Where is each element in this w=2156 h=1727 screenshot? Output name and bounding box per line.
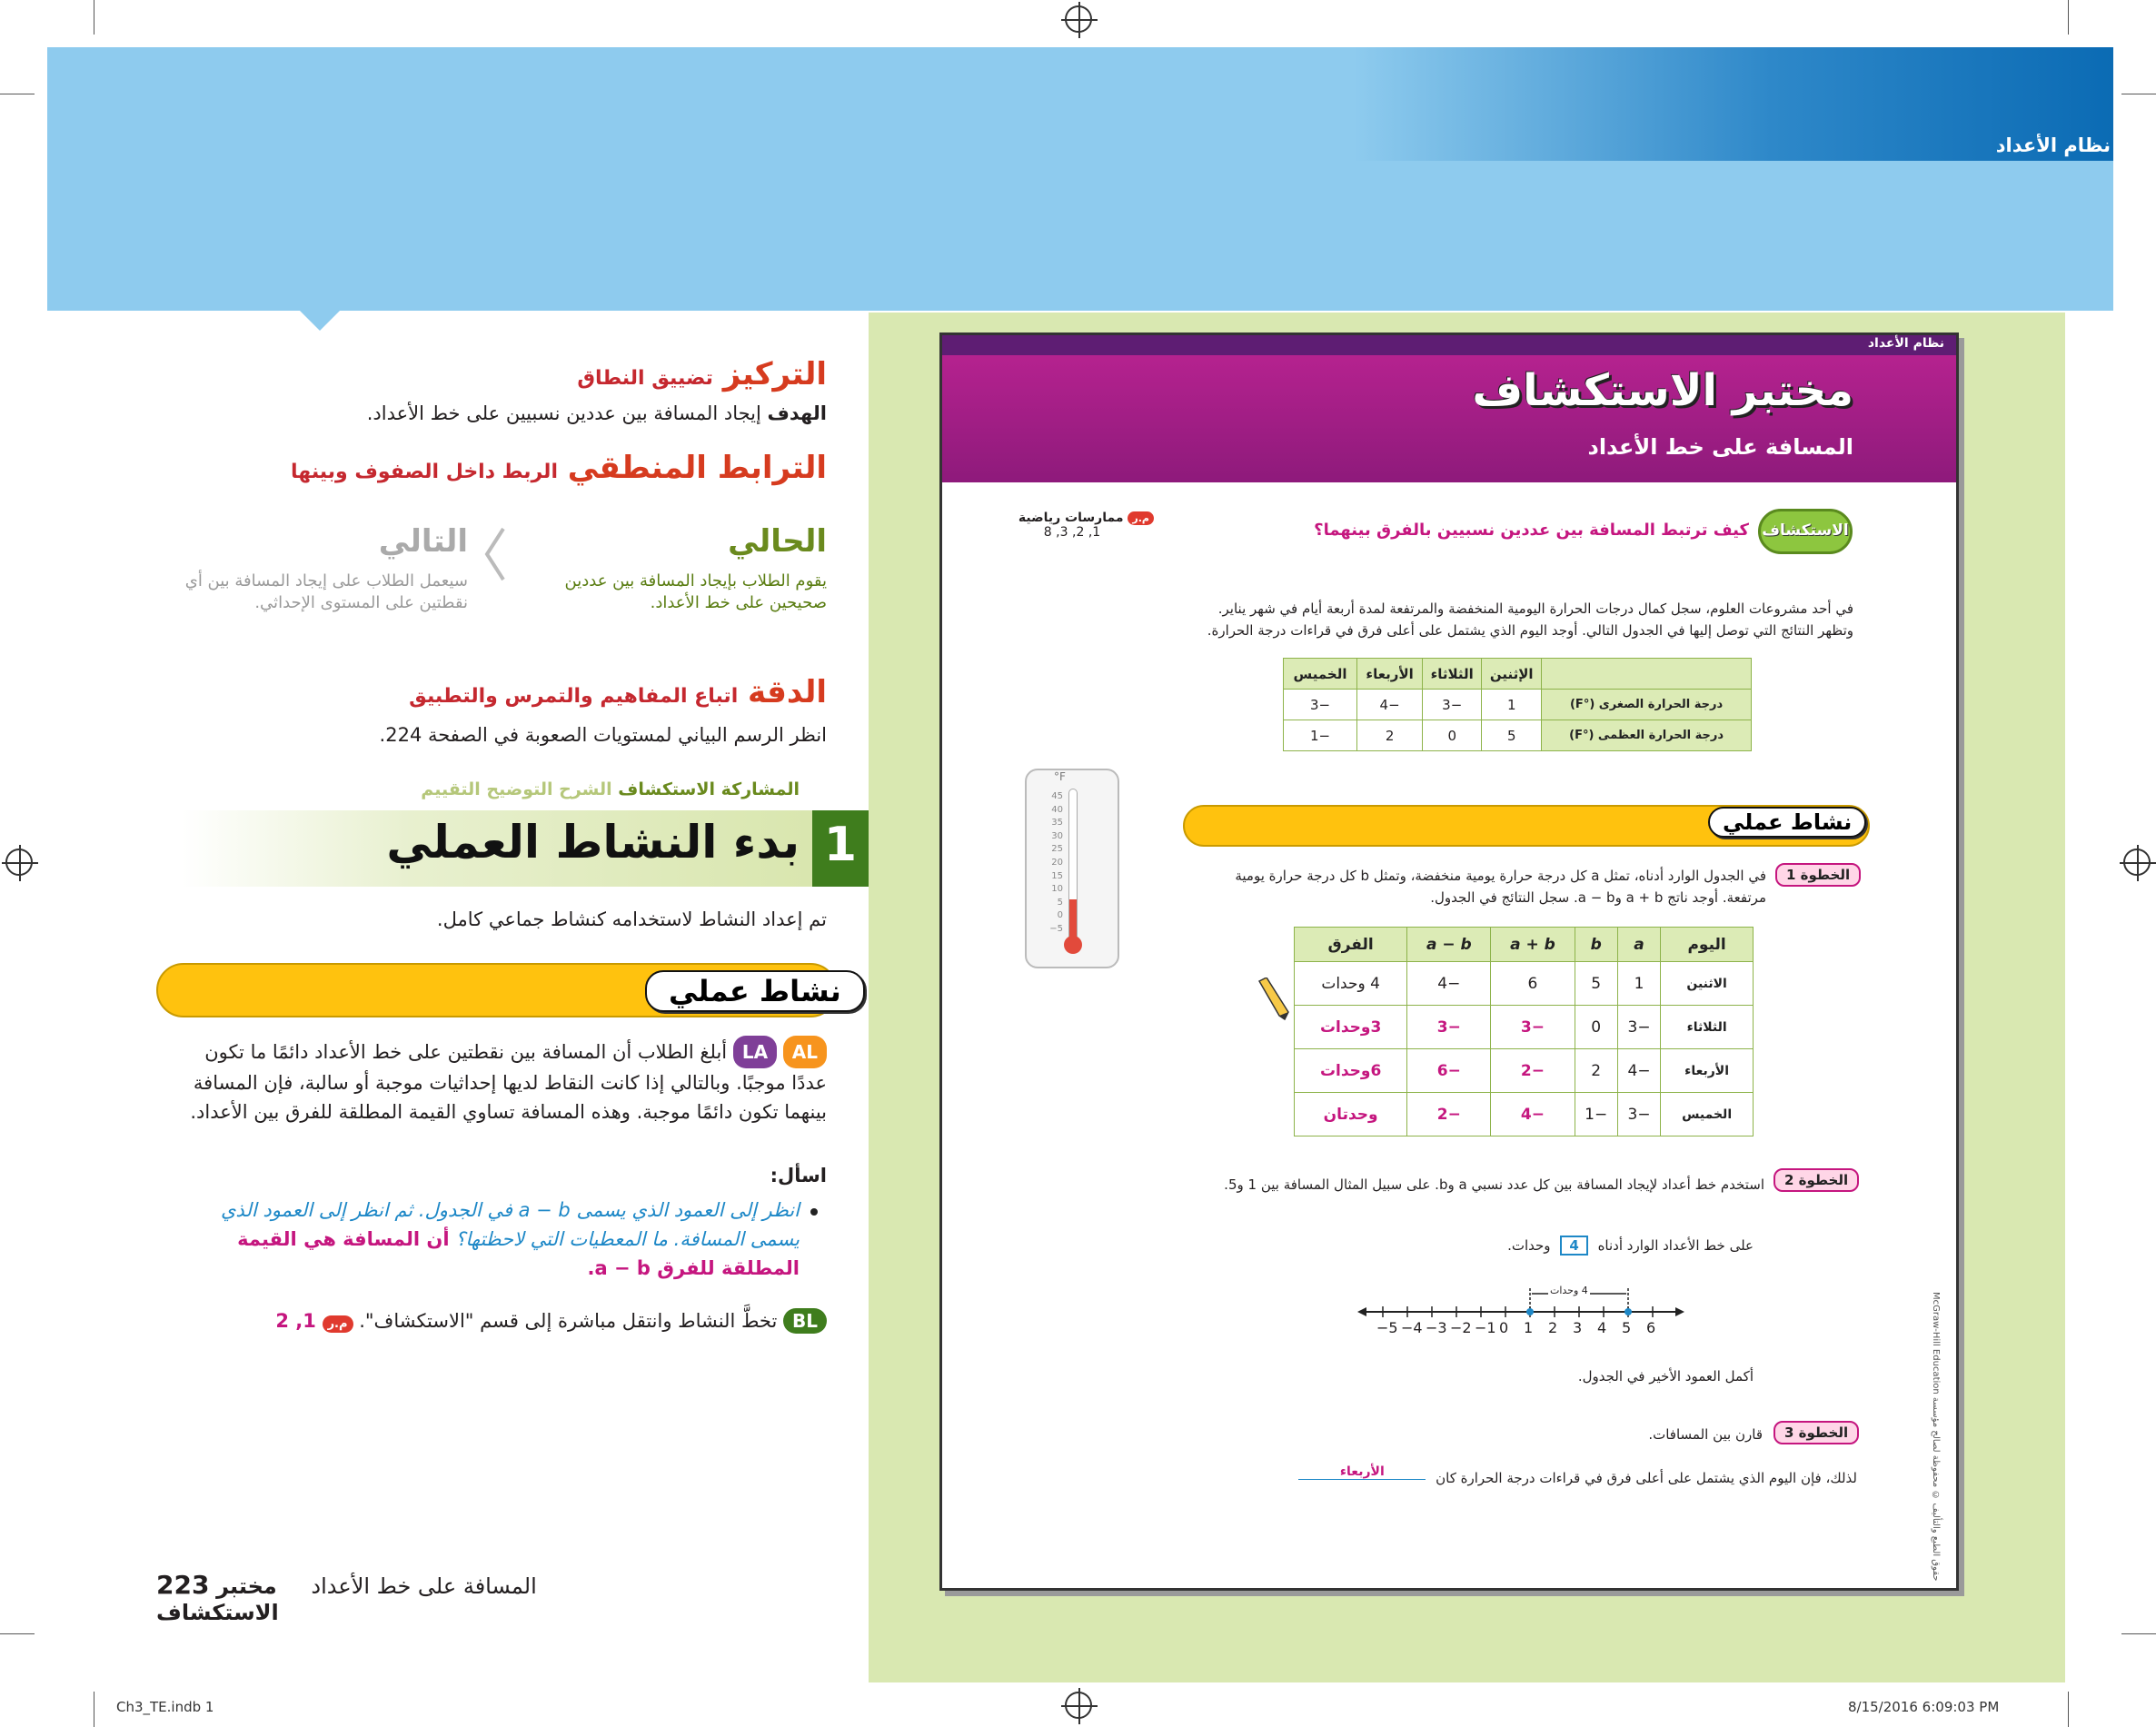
- phase-explore: الاستكشاف: [618, 779, 715, 799]
- calc-cell: −4: [1407, 962, 1491, 1006]
- question-text: انظر إلى العمود الذي يسمى a − b في الجدول. ثم انظر إلى العمود الذي يسمى المسافة. ما المعطيات التي لاحظتها؟: [221, 1199, 800, 1250]
- calc-col-sum: a + b: [1491, 928, 1575, 962]
- step2-text: استخدم خط أعداد لإيجاد المسافة بين كل عدد نسبي a وb. على سبيل المثال المسافة بين 1 و5.: [1224, 1176, 1764, 1193]
- calc-cell: 4 وحدات: [1295, 962, 1407, 1006]
- thermo-bulb: [1064, 936, 1082, 954]
- temp-table: [1283, 658, 1752, 751]
- bl-refs: 1, 2: [275, 1310, 316, 1332]
- calc-row-day: الثلاثاء: [1661, 1006, 1754, 1049]
- nl-tick-label: 6: [1646, 1319, 1656, 1336]
- step2-answer: 4: [1560, 1236, 1587, 1256]
- calc-cell: −3: [1617, 1006, 1660, 1049]
- nl-tick-label: 4: [1597, 1319, 1607, 1336]
- nl-bracket-label: 4 وحدات: [1550, 1285, 1588, 1296]
- nl-tick-label: −5: [1376, 1319, 1398, 1336]
- conclusion-answer-field[interactable]: [1298, 1463, 1426, 1480]
- temp-cell: 1: [1482, 690, 1542, 720]
- nl-tick-labels: [1357, 1319, 1684, 1337]
- calc-col-distance: الفرق: [1295, 928, 1407, 962]
- step3-text: قارن بين المسافات.: [1648, 1426, 1763, 1443]
- focus-sub: تضييق النطاق: [577, 367, 713, 390]
- footer-bold: مختبر الاستكشاف: [156, 1573, 279, 1625]
- registration-mark-bottom: [1065, 1692, 1092, 1719]
- calc-col-day: اليوم: [1661, 928, 1754, 962]
- coherence-title: الترابط المنطقي: [567, 450, 827, 486]
- complete-text: أكمل العمود الأخير في الجدول.: [1577, 1368, 1754, 1385]
- step1-text: في الجدول الوارد أدناه، تمثل a كل درجة حرارة يومية منخفضة، وتمثل b كل درجة حرارة يومية مرتفعة. أوجد ناتج a + b وa − b. سجل النتائج في الجدول.: [1235, 868, 1766, 906]
- slug-date: 8/15/2016 6:09:03 PM: [1848, 1699, 2000, 1715]
- now-box: [509, 523, 827, 614]
- al-badge: AL: [783, 1036, 827, 1068]
- next-text: سيعمل الطلاب على إيجاد المسافة بين أي نقطتين على المستوى الإحداثي.: [184, 571, 468, 612]
- mp-icon-left: م.ر: [323, 1315, 353, 1333]
- nl-tick-label: −3: [1426, 1319, 1447, 1336]
- bullet-dot: [810, 1208, 818, 1216]
- bl-line: [209, 1308, 827, 1334]
- temp-cell: −3: [1423, 690, 1482, 720]
- conclusion-answer: الأربعاء: [1339, 1464, 1385, 1479]
- rigor-text: انظر الرسم البياني لمستويات الصعوبة في الصفحة 224.: [379, 724, 827, 746]
- step2-line: [1472, 1236, 1754, 1256]
- rigor-section: [173, 672, 827, 746]
- step2-badge: الخطوة 2: [1773, 1168, 1859, 1192]
- calc-row-day: الخميس: [1661, 1093, 1754, 1136]
- bl-badge: BL: [783, 1308, 827, 1334]
- activity-label-inner: نشاط عملي: [1708, 807, 1866, 838]
- calc-cell: −3: [1617, 1093, 1660, 1136]
- arrow-chevron: [482, 527, 509, 581]
- calc-cell: 1: [1617, 962, 1660, 1006]
- calc-row-day: الأربعاء: [1661, 1049, 1754, 1093]
- temp-col-thu: الخميس: [1284, 659, 1357, 690]
- calc-cell: 0: [1575, 1006, 1617, 1049]
- page-number: 223: [156, 1570, 210, 1600]
- thermo-unit: °F: [1054, 770, 1066, 783]
- step1-badge: الخطوة 1: [1775, 863, 1861, 887]
- calc-cell: −2: [1407, 1093, 1491, 1136]
- activity-label-left: نشاط عملي: [645, 970, 865, 1012]
- phase-engage: المشاركة: [720, 779, 800, 799]
- calc-cell: −3: [1491, 1006, 1575, 1049]
- side-credit: حقوق الطبع والتأليف © محفوظة لصالح مؤسسة McGraw-Hill Education: [1931, 1291, 1941, 1581]
- thermo-tick: −5: [1049, 923, 1063, 934]
- mp-icon: م.ر: [1128, 511, 1154, 525]
- calc-cell: −3: [1407, 1006, 1491, 1049]
- next-title: التالي: [378, 523, 468, 560]
- calc-cell: 3وحدات: [1295, 1006, 1407, 1049]
- temp-cell: −3: [1284, 690, 1357, 720]
- temp-col-mon: الإثنين: [1482, 659, 1542, 690]
- registration-mark-top: [1065, 5, 1092, 33]
- launch-text: تم إعداد النشاط لاستخدامه كنشاط جماعي كامل.: [436, 908, 827, 930]
- calc-row-day: الاثنين: [1661, 962, 1754, 1006]
- rigor-title: الدقة: [748, 674, 827, 710]
- nl-tick-label: 5: [1622, 1319, 1632, 1336]
- temp-cell: −4: [1357, 690, 1423, 720]
- nl-tick-label: −2: [1450, 1319, 1472, 1336]
- explore-question: كيف ترتبط المسافة بين عددين نسبيين بالفرق بينهما؟: [1314, 521, 1749, 540]
- temp-col-empty: [1542, 659, 1752, 690]
- phase-explain: الشرح: [559, 779, 612, 799]
- calc-col-b: b: [1575, 928, 1617, 962]
- footer-rest: المسافة على خط الأعداد: [311, 1573, 537, 1599]
- calc-table: [1294, 927, 1754, 1136]
- para-text: أبلغ الطلاب أن المسافة بين نقطتين على خط الأعداد دائمًا ما تكون عددًا موجبًا. وبالتالي إذا كانت النقاط لديها إحداثيات موجبة أو سالبة، فإن المسافة بينهما تكون دائمًا موجبة. وهذه المسافة تساوي القيمة المطلقة للفرق بين الأعداد.: [190, 1041, 827, 1123]
- nl-tick-label: 2: [1548, 1319, 1558, 1336]
- ask-label: اسأل:: [770, 1165, 827, 1186]
- calc-cell: −1: [1575, 1093, 1617, 1136]
- calc-cell: 6وحدات: [1295, 1049, 1407, 1093]
- banner-notch: [300, 311, 340, 331]
- page-footer: [156, 1570, 611, 1625]
- thermo-tick: 25: [1051, 844, 1063, 855]
- thermo-tick: 0: [1057, 910, 1063, 921]
- coherence-sub: الربط داخل الصفوف وبينها: [291, 461, 558, 483]
- temp-cell: 0: [1423, 720, 1482, 751]
- temp-row-high: درجة الحرارة العظمى (°F): [1542, 720, 1752, 751]
- step2-units: وحدات.: [1507, 1237, 1551, 1254]
- thermo-tick: 20: [1051, 857, 1063, 868]
- temp-cell: 2: [1357, 720, 1423, 751]
- temp-col-wed: الأربعاء: [1357, 659, 1423, 690]
- slug-file: Ch3_TE.indb 1: [116, 1699, 214, 1715]
- thermo-tick: 40: [1051, 804, 1063, 815]
- next-box: [154, 523, 468, 614]
- calc-cell: 2: [1575, 1049, 1617, 1093]
- phase-elaborate: التوضيح: [486, 779, 553, 799]
- goal-text: إيجاد المسافة بين عددين نسبيين على خط الأعداد.: [366, 402, 761, 424]
- nl-tick-label: 0: [1499, 1319, 1509, 1336]
- goal-label: الهدف: [767, 402, 827, 424]
- explore-badge: الاستكشاف: [1758, 509, 1853, 554]
- la-badge: LA: [733, 1036, 777, 1068]
- pencil-icon: [1256, 978, 1292, 1023]
- activity-para: [173, 1036, 827, 1127]
- question-block: [173, 1196, 800, 1283]
- launch-num: 1: [823, 818, 858, 872]
- now-title: الحالي: [728, 523, 827, 560]
- answer-text: أن المسافة هي القيمة المطلقة للفرق a − b.: [237, 1228, 800, 1279]
- mp-box: [1018, 511, 1154, 540]
- phase-evaluate: التقييم: [421, 779, 481, 799]
- temp-cell: −1: [1284, 720, 1357, 751]
- banner-title: نظام الأعداد: [1995, 134, 2111, 156]
- temp-col-tue: الثلاثاء: [1423, 659, 1482, 690]
- launch-title: بدء النشاط العملي: [386, 816, 800, 868]
- phase-list: [327, 779, 800, 799]
- calc-cell: 5: [1575, 962, 1617, 1006]
- focus-title: التركيز: [722, 356, 827, 392]
- thermo-ticks: [1036, 790, 1063, 937]
- thermo-tick: 5: [1057, 897, 1063, 908]
- rigor-sub: اتباع المفاهيم والتمرس والتطبيق: [409, 685, 739, 708]
- step3-badge: الخطوة 3: [1773, 1421, 1859, 1444]
- thermo-tick: 15: [1051, 870, 1063, 881]
- conclusion-text: لذلك، فإن اليوم الذي يشتمل على أعلى فرق في قراءات درجة الحرارة كان: [1436, 1470, 1857, 1486]
- thermo-tick: 10: [1051, 884, 1063, 895]
- calc-col-diff: a − b: [1407, 928, 1491, 962]
- lab-sub: المسافة على خط الأعداد: [1587, 434, 1853, 460]
- conclusion-line: [1267, 1464, 1857, 1487]
- focus-section: [173, 354, 827, 492]
- calc-cell: وحدتان: [1295, 1093, 1407, 1136]
- calc-cell: 6: [1491, 962, 1575, 1006]
- nl-tick-label: −4: [1401, 1319, 1423, 1336]
- mp-label: ممارسات رياضية: [1018, 511, 1124, 525]
- calc-cell: −4: [1491, 1093, 1575, 1136]
- calc-cell: −2: [1491, 1049, 1575, 1093]
- calc-cell: −4: [1617, 1049, 1660, 1093]
- bl-text: تخطَّ النشاط وانتقل مباشرة إلى قسم "الاستكشاف".: [359, 1310, 778, 1332]
- nl-tick-label: 1: [1524, 1319, 1534, 1336]
- inner-header: نظام الأعداد: [1867, 336, 1944, 351]
- intro-text: في أحد مشروعات العلوم، سجل كمال درجات الحرارة اليومية المنخفضة والمرتفعة لمدة أربعة أيام في شهر يناير. وتظهر النتائج التي توصل إليها في الجدول التالي. أوجد اليوم الذي يشتمل على أعلى فرق في قراءات درجة الحرارة.: [1207, 600, 1853, 639]
- step2-line-text: على خط الأعداد الوارد أدناه: [1597, 1237, 1754, 1254]
- mp-nums: 1, 2, 3, 8: [1043, 525, 1101, 540]
- nl-tick-label: 3: [1573, 1319, 1583, 1336]
- thermo-tick: 45: [1051, 791, 1063, 801]
- registration-mark-left: [5, 849, 33, 876]
- temp-cell: 5: [1482, 720, 1542, 751]
- temp-row-low: درجة الحرارة الصغرى (°F): [1542, 690, 1752, 720]
- calc-cell: −6: [1407, 1049, 1491, 1093]
- thermo-tick: 30: [1051, 830, 1063, 841]
- now-text: يقوم الطلاب بإيجاد المسافة بين عددين صحيحين على خط الأعداد.: [564, 571, 827, 612]
- calc-col-a: a: [1617, 928, 1660, 962]
- registration-mark-right: [2123, 849, 2151, 876]
- lab-title: مختبر الاستكشاف: [1472, 365, 1853, 416]
- nl-tick-label: −1: [1475, 1319, 1496, 1336]
- thermo-tick: 35: [1051, 818, 1063, 829]
